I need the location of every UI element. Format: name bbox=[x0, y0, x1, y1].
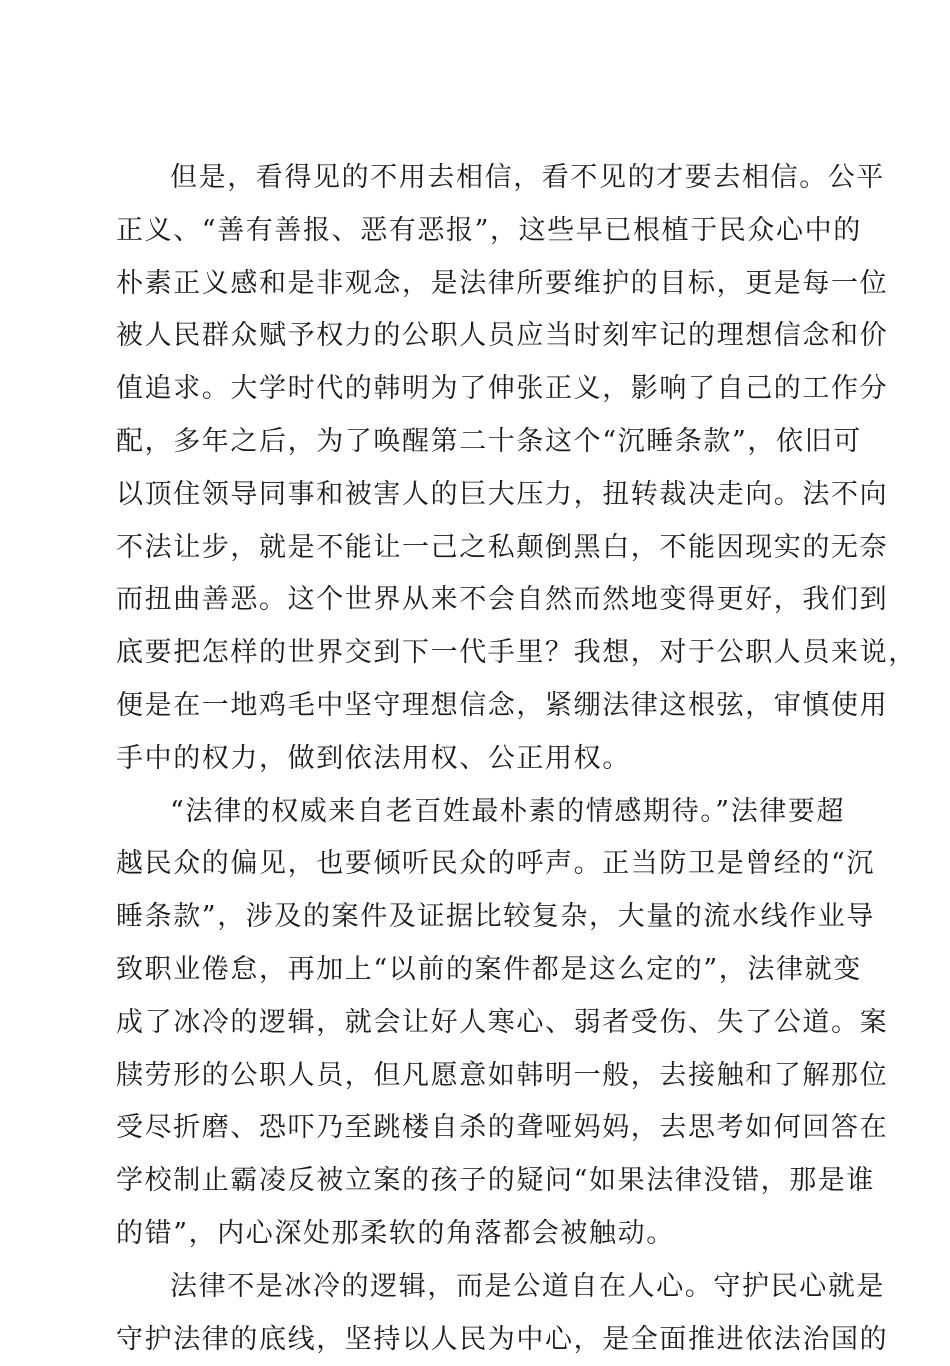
text-line: 学校制止霸凌反被立案的孩子的疑问“如果法律没错，那是谁 bbox=[116, 1165, 876, 1197]
text-line: 配，多年之后，为了唤醒第二十条这个“沉睡条款”，依旧可 bbox=[116, 425, 862, 457]
text-line: 不法让步，就是不能让一己之私颠倒黑白，不能因现实的无奈 bbox=[116, 531, 889, 563]
paragraph-3 bbox=[116, 1261, 889, 1366]
text-line: 的错”，内心深处那柔软的角落都会被触动。 bbox=[116, 1217, 675, 1249]
text-line: 朴素正义感和是非观念，是法律所要维护的目标，更是每一位 bbox=[116, 267, 889, 299]
text-line: 以顶住领导同事和被害人的巨大压力，扭转裁决走向。法不向 bbox=[116, 478, 889, 510]
paragraph-2 bbox=[116, 786, 889, 1261]
paragraph-1 bbox=[116, 152, 917, 786]
text-line: 守护法律的底线，坚持以人民为中心，是全面推进依法治国的 bbox=[116, 1323, 889, 1355]
text-line: 越民众的偏见，也要倾听民众的呼声。正当防卫是曾经的“沉 bbox=[116, 848, 876, 880]
text-line: 正义、“善有善报、恶有恶报”，这些早已根植于民众心中的 bbox=[116, 214, 862, 246]
text-line: 致职业倦怠，再加上“以前的案件都是这么定的”，法律就变 bbox=[116, 953, 862, 985]
text-line: 成了冰冷的逻辑，就会让好人寒心、弱者受伤、失了公道。案 bbox=[116, 1006, 889, 1038]
text-line: 但是，看得见的不用去相信，看不见的才要去相信。公平 bbox=[170, 162, 885, 193]
text-line: 手中的权力，做到依法用权、公正用权。 bbox=[116, 742, 631, 774]
text-line: 被人民群众赋予权力的公职人员应当时刻牢记的理想信念和价 bbox=[116, 320, 889, 352]
text-line: 牍劳形的公职人员，但凡愿意如韩明一般，去接触和了解那位 bbox=[116, 1059, 889, 1091]
text-line: 便是在一地鸡毛中坚守理想信念，紧绷法律这根弦，审慎使用 bbox=[116, 689, 889, 721]
text-line: 而扭曲善恶。这个世界从来不会自然而然地变得更好，我们到 bbox=[116, 584, 889, 616]
text-line: 法律不是冰冷的逻辑，而是公道自在人心。守护民心就是 bbox=[170, 1270, 885, 1302]
text-line: 底要把怎样的世界交到下一代手里？我想，对于公职人员来说， bbox=[116, 637, 917, 669]
text-line: 值追求。大学时代的韩明为了伸张正义，影响了自己的工作分 bbox=[116, 373, 889, 405]
text-line: 睡条款”，涉及的案件及证据比较复杂，大量的流水线作业导 bbox=[116, 901, 876, 933]
document-body bbox=[116, 152, 917, 1366]
text-line: 受尽折磨、恐吓乃至跳楼自杀的聋哑妈妈，去思考如何回答在 bbox=[116, 1112, 889, 1144]
text-line: “法律的权威来自老百姓最朴素的情感期待。”法律要超 bbox=[170, 795, 846, 827]
